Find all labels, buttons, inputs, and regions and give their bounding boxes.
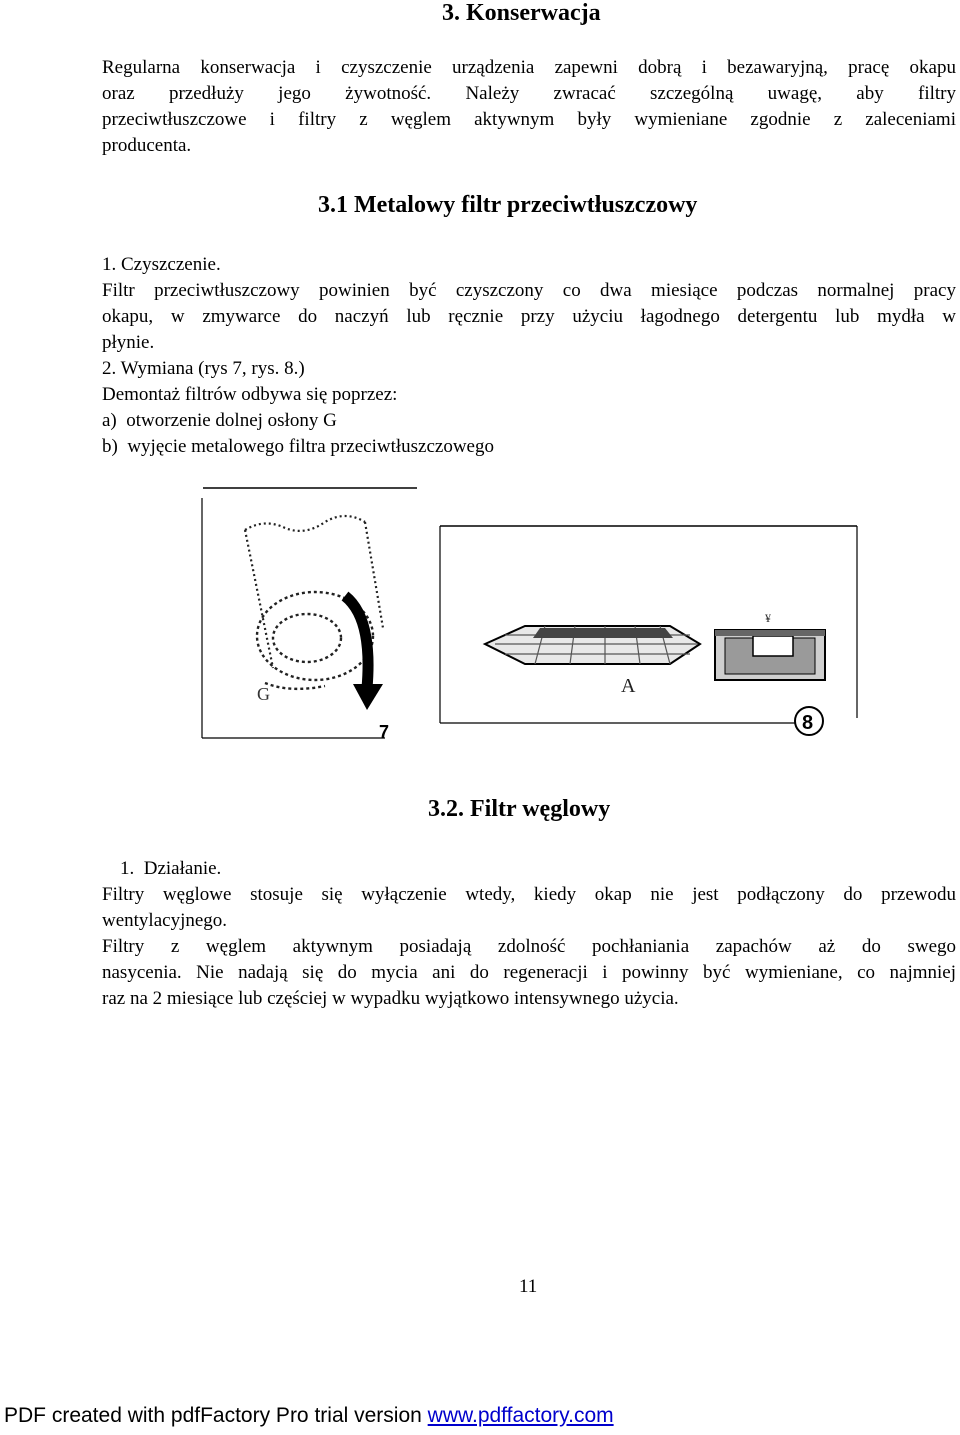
cleaning-heading: 1. Czyszczenie. [102,254,221,275]
metal-filter-drawing [485,626,700,664]
section-title: 3. Konserwacja [442,0,601,26]
cleaning-line-2: okapu, w zmywarce do naczyń lub ręcznie przy użyciu łagodnego detergentu lub mydła w [102,306,956,327]
carbon-p1-line-2: wentylacyjnego. [102,910,228,931]
operation-heading: 1. Działanie. [120,858,222,879]
subsection-1-title: 3.1 Metalowy filtr przeciwtłuszczowy [318,192,698,218]
filter-replacement-figure [195,478,865,748]
subsection-2-title: 3.2. Filtr węglowy [428,796,611,822]
intro-line-2: oraz przedłuży jego żywotność. Należy zwracać szczególną uwagę, aby filtry [102,83,956,104]
carbon-p2-line-1: Filtry z węglem aktywnym posiadają zdolność pochłaniania zapachów aż do swego [102,936,956,957]
fig8-badge [795,707,823,735]
carbon-p2-line-2: nasycenia. Nie nadają się do mycia ani do regeneracji i powinny być wymieniane, co najmniej [102,962,956,983]
intro-line-3: przeciwtłuszczowe i filtry z węglem aktywnym były wymieniane zgodnie z zaleceniami [102,109,956,130]
intro-line-4: producenta. [102,135,192,156]
label-g: G [257,684,270,704]
carbon-p2-line-3: raz na 2 miesiące lub częściej w wypadku wyjątkowo intensywnego użycia. [102,988,679,1009]
intro-line-1: Regularna konserwacja i czyszczenie urządzenia zapewni dobrą i bezawaryjną, pracę okapu [102,57,956,78]
replacement-intro: Demontaż filtrów odbywa się poprzez: [102,384,398,405]
svg-text:¥: ¥ [765,611,771,625]
page-number: 11 [519,1276,538,1297]
label-a: A [621,675,636,697]
step-a: a) otworzenie dolnej osłony G [102,410,337,431]
fig8-label: 8 [802,712,814,734]
step-b: b) wyjęcie metalowego filtra przeciwtłuszczowego [102,436,494,457]
hood-front-drawing [715,630,825,680]
footer-text: PDF created with pdfFactory Pro trial version [4,1404,428,1427]
fig7-label: 7 [379,722,390,742]
footer [4,1404,614,1428]
down-arrow-icon [345,596,383,710]
carbon-p1-line-1: Filtry węglowe stosuje się wyłączenie wtedy, kiedy okap nie jest podłączony do przewodu [102,884,956,905]
cleaning-line-3: płynie. [102,332,155,353]
pdffactory-link[interactable]: www.pdffactory.com [427,1404,614,1427]
replacement-heading: 2. Wymiana (rys 7, rys. 8.) [102,358,305,379]
cleaning-line-1: Filtr przeciwtłuszczowy powinien być czyszczony co dwa miesiące podczas normalnej pracy [102,280,956,301]
